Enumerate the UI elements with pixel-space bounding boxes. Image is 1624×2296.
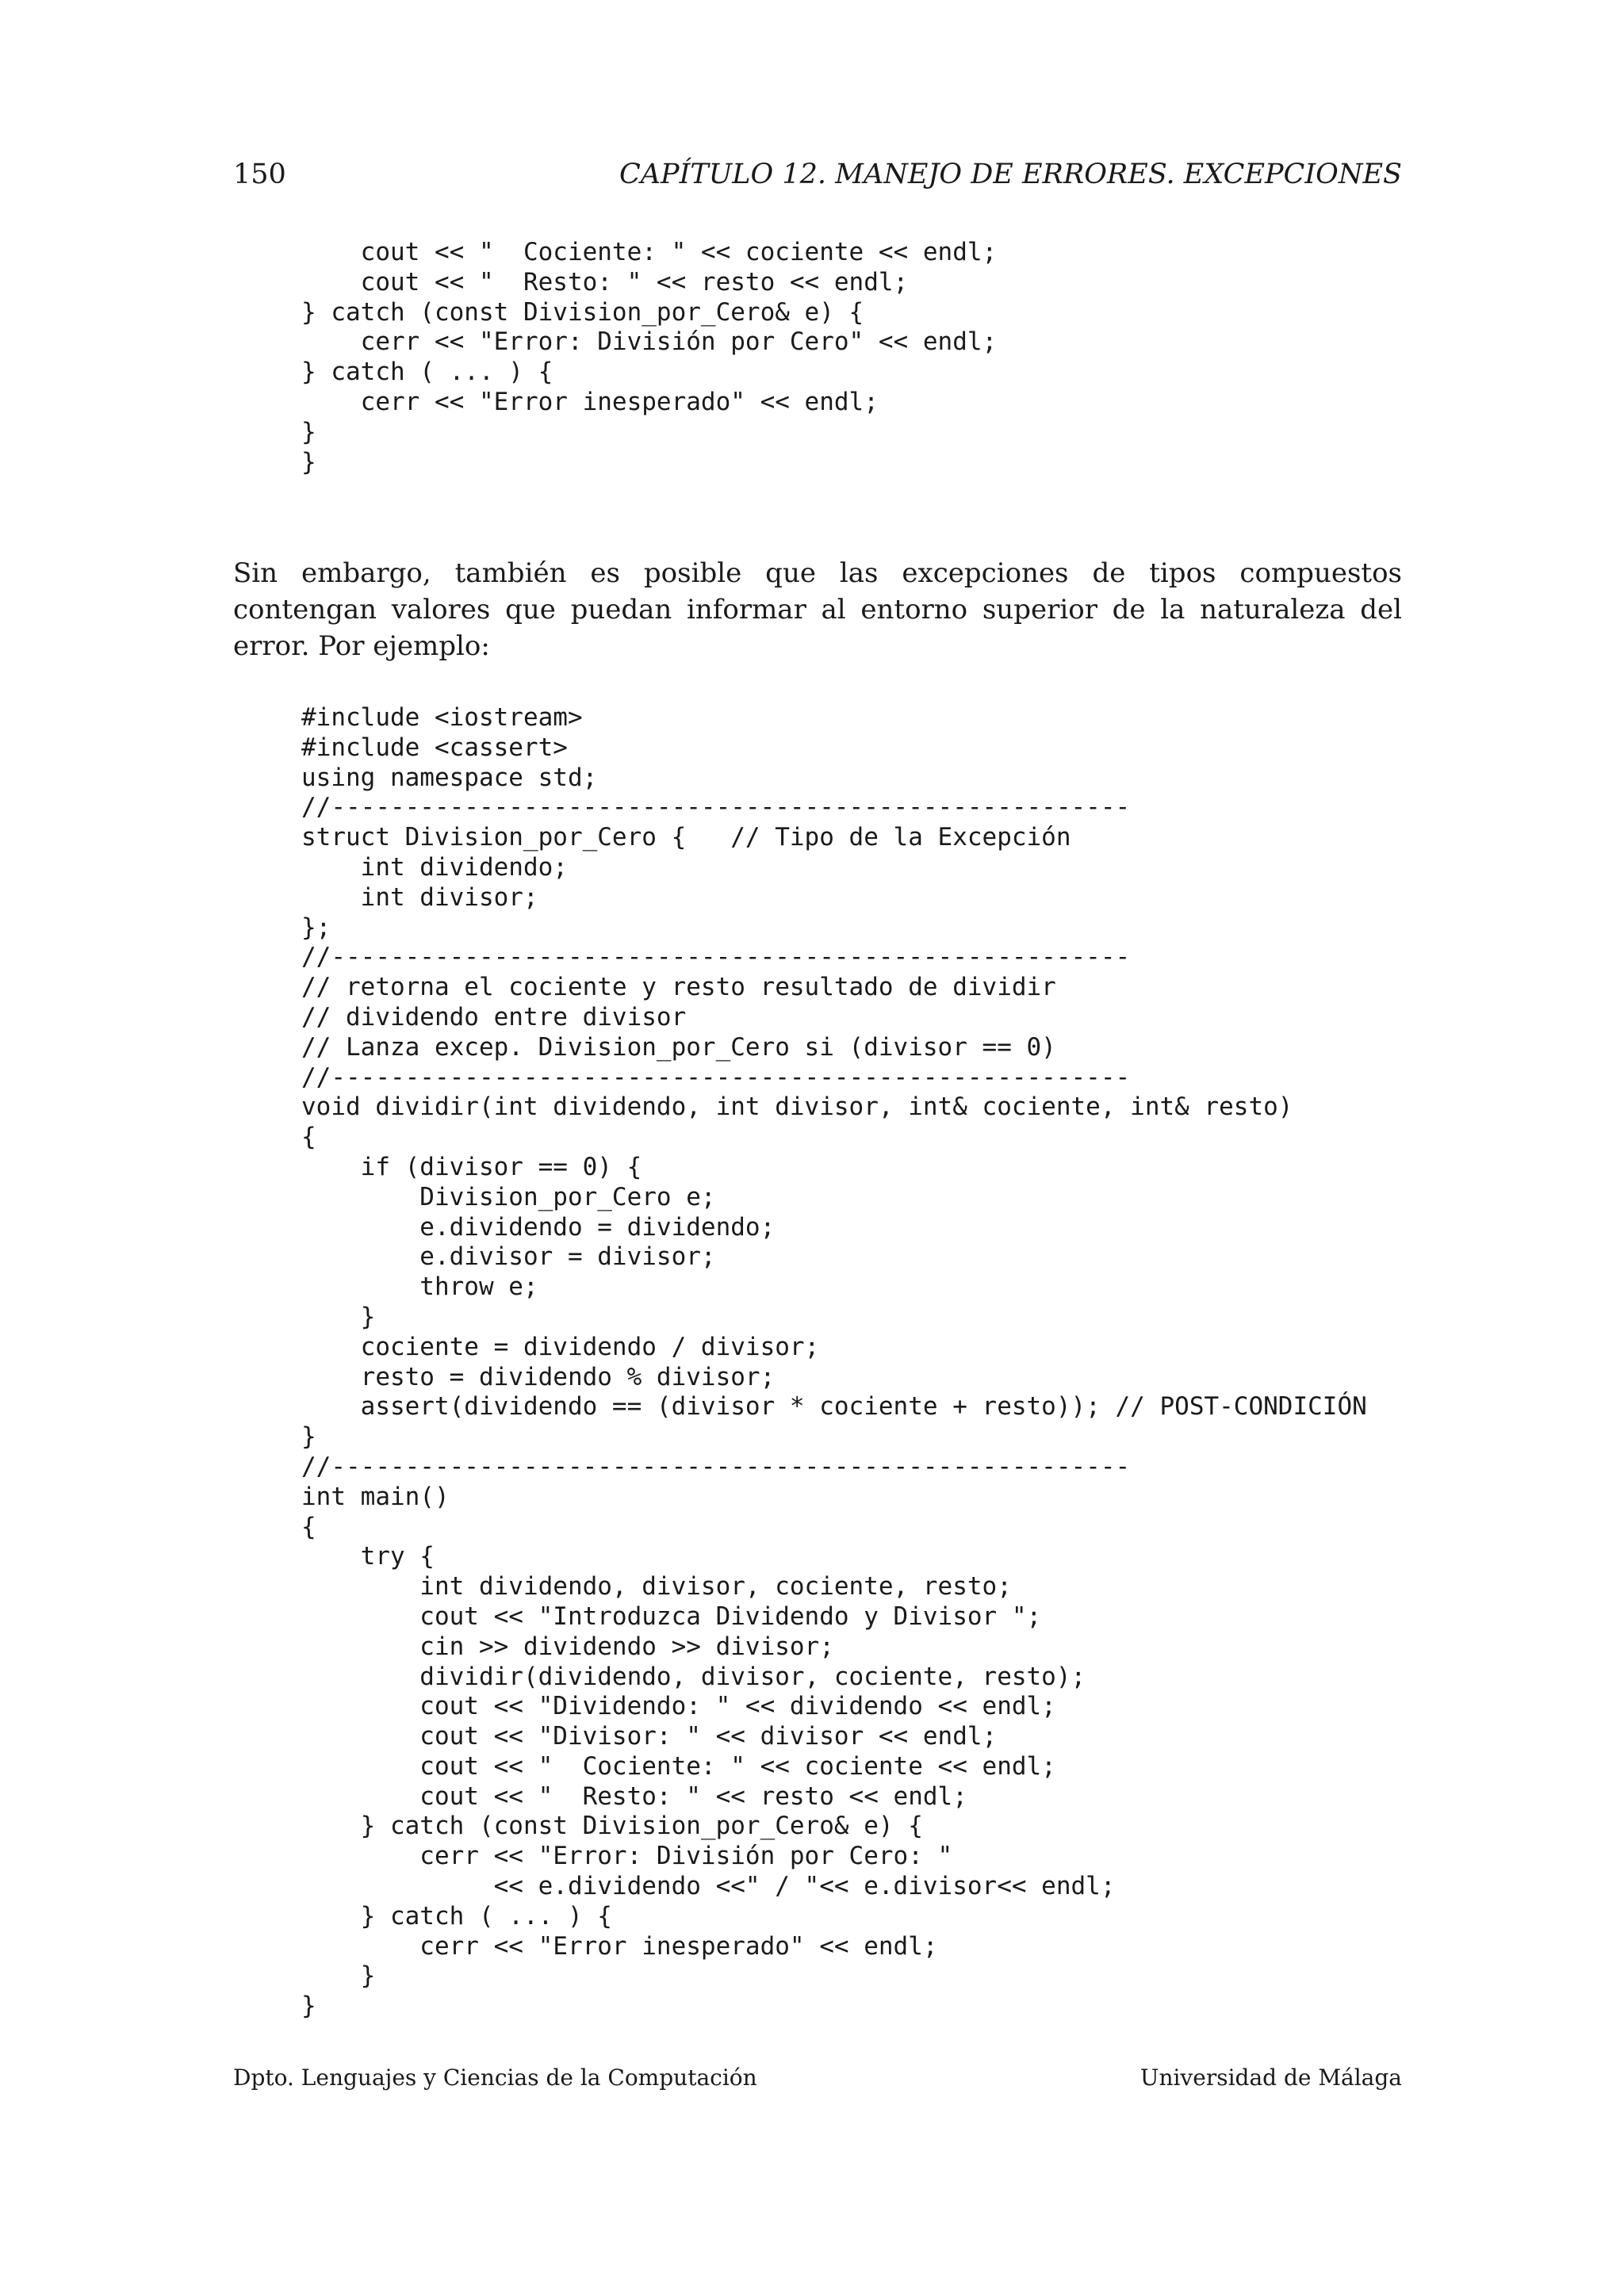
code-listing-example: #include <iostream> #include <cassert> using namespace std; //------------------------------------------------------ struct Division_por_Cero { // Tipo de la Excepción int dividendo; int divisor; }; //------------------------------------------------------ // retorna el cociente y resto resultado de dividir // dividendo entre divisor // Lanza excep. Division_por_Cero si (divisor == 0) //------------------------------------------------------ void dividir(int dividendo, int divisor, int& cociente, int& resto) { if (divisor == 0) { Division_por_Cero e; e.dividendo = dividendo; e.divisor = divisor; throw e; } cociente = dividendo / divisor; resto = dividendo % divisor; assert(dividendo == (divisor * cociente + resto)); // POST-CONDICIÓN } //------------------------------------------------------ int main() { try { int dividendo, divisor, cociente, resto; cout << "Introduzca Dividendo y Divisor "; cin >> dividendo >> divisor; dividir(dividendo, divisor, cociente, resto); cout << "Dividendo: " << dividendo << endl; cout << "Divisor: " << divisor << endl; cout << " Cociente: " << cociente << endl; cout << " Resto: " << resto << endl; } catch (const Division_por_Cero& e) { cerr << "Error: División por Cero: " << e.dividendo <<" / "<< e.divisor<< endl; } catch ( ... ) { cerr << "Error inesperado" << endl; } }: [301, 703, 1367, 2021]
code-listing-continuation: cout << " Cociente: " << cociente << endl; cout << " Resto: " << resto << endl; } catch (const Division_por_Cero& e) { cerr << "Error: División por Cero" << endl; } catch ( ... ) { cerr << "Error inesperado" << endl; } }: [301, 238, 998, 476]
body-paragraph: Sin embargo, también es posible que las excepciones de tipos compuestos contengan valores que puedan informar al entorno superior de la naturaleza del error. Por ejemplo:: [233, 557, 1402, 662]
footer-department: Dpto. Lenguajes y Ciencias de la Computación: [233, 2064, 757, 2091]
footer-university: Universidad de Málaga: [1139, 2064, 1402, 2091]
page-number: 150: [233, 159, 286, 190]
running-header: CAPÍTULO 12. MANEJO DE ERRORES. EXCEPCIONES: [619, 159, 1402, 190]
